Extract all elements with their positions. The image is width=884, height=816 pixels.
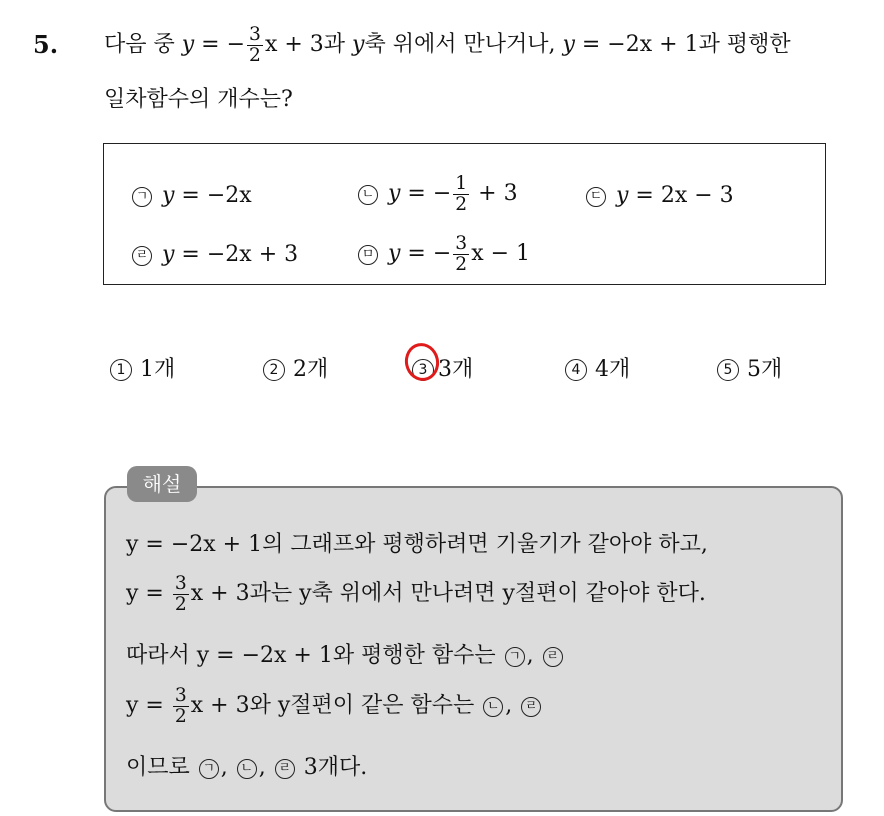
circled-nieun-marker: ㄴ [237, 759, 257, 779]
question-mid-text: 축 위에서 만나거나, [364, 32, 563, 57]
fraction-numerator: 1 [455, 172, 468, 194]
answer-label-1: 1개 [140, 357, 176, 382]
circled-giyeok-marker: ㄱ [132, 187, 152, 207]
question-axis-var: y [352, 32, 365, 57]
fraction-numerator: 3 [174, 572, 187, 594]
choice-a-lhs: y [162, 183, 175, 208]
explanation-line-3 [126, 638, 565, 669]
circled-mieum-marker: ㅁ [358, 245, 378, 265]
choice-a [132, 183, 252, 208]
choice-c-rhs: = 2x − 3 [628, 183, 734, 208]
choice-b-mid: = − [400, 181, 452, 206]
question-eq2-rest: = −2x + 1과 평행한 [574, 32, 791, 57]
circled-number-4: 4 [565, 359, 587, 381]
explanation-line-4-lhs: y = [126, 693, 171, 718]
choice-b [358, 166, 518, 222]
explanation-line-5 [126, 750, 367, 781]
explanation-tab: 해설 [127, 466, 197, 502]
circled-number-2: 2 [263, 359, 285, 381]
circled-number-1: 1 [110, 359, 132, 381]
explanation-line-5-post: 3개다. [296, 755, 368, 780]
explanation-line-2-fraction [173, 574, 189, 614]
answer-option-1[interactable] [110, 352, 175, 383]
explanation-line-2-tail: x + 3과는 y축 위에서 만나려면 y절편이 같아야 한다. [190, 581, 706, 606]
circled-number-5: 5 [717, 359, 739, 381]
circled-nieun-marker: ㄴ [483, 697, 503, 717]
circled-rieul-marker: ㄹ [543, 647, 563, 667]
choice-e-tail: x − 1 [471, 241, 531, 266]
separator: , [220, 755, 235, 780]
explanation-line-1: y = −2x + 1의 그래프와 평행하려면 기울기가 같아야 하고, [126, 532, 708, 557]
question-line-1 [104, 20, 791, 70]
answer-label-2: 2개 [293, 357, 329, 382]
separator: , [505, 693, 520, 718]
choice-b-tail: + 3 [471, 181, 518, 206]
separator: , [258, 755, 273, 780]
fraction-numerator: 3 [455, 232, 468, 254]
explanation-line-2-lhs: y = [126, 581, 171, 606]
separator: , [526, 643, 541, 668]
circled-rieul-marker: ㄹ [132, 246, 152, 266]
fraction-denominator: 2 [455, 193, 468, 215]
explanation-line-4-tail: x + 3와 y절편이 같은 함수는 [190, 693, 482, 718]
answer-option-4[interactable] [565, 352, 630, 383]
explanation-line-4 [126, 678, 543, 734]
choice-b-lhs: y [388, 181, 401, 206]
choice-b-fraction [453, 174, 469, 214]
choice-c [586, 183, 734, 208]
answer-option-2[interactable] [263, 352, 328, 383]
fraction-denominator: 2 [455, 253, 468, 275]
answer-label-5: 5개 [747, 357, 783, 382]
choice-e [358, 226, 530, 282]
circled-number-3: 3 [412, 359, 434, 381]
fraction-numerator: 3 [174, 684, 187, 706]
choice-c-lhs: y [616, 183, 629, 208]
question-line-2: 일차함수의 개수는? [104, 87, 293, 112]
choice-d [132, 242, 298, 267]
question-eq2-lhs: y [562, 32, 575, 57]
circled-digeut-marker: ㄷ [586, 187, 606, 207]
explanation-line-2 [126, 566, 706, 622]
circled-rieul-marker: ㄹ [275, 759, 295, 779]
circled-giyeok-marker: ㄱ [505, 647, 525, 667]
question-eq1-tail: x + 3과 [264, 32, 353, 57]
question-eq1-lhs: y [181, 32, 195, 57]
circled-nieun-marker: ㄴ [358, 185, 378, 205]
circled-rieul-marker: ㄹ [521, 697, 541, 717]
choice-e-mid: = − [400, 241, 452, 266]
choice-d-lhs: y [162, 242, 175, 267]
explanation-line-4-fraction [173, 686, 189, 726]
fraction-numerator: 3 [249, 23, 261, 45]
choice-d-rhs: = −2x + 3 [174, 242, 299, 267]
answer-option-5[interactable] [717, 352, 782, 383]
answer-label-4: 4개 [595, 357, 631, 382]
fraction-denominator: 2 [174, 593, 187, 615]
choice-e-fraction [453, 234, 469, 274]
answer-label-3: 3개 [438, 357, 474, 382]
fraction-denominator: 2 [174, 705, 187, 727]
choice-a-rhs: = −2x [174, 183, 252, 208]
problem-number: 5. [33, 30, 59, 59]
question-fraction [247, 25, 263, 65]
circled-giyeok-marker: ㄱ [199, 759, 219, 779]
explanation-line-3-text: 따라서 y = −2x + 1와 평행한 함수는 [126, 643, 503, 668]
choice-e-lhs: y [388, 241, 401, 266]
question-eq1-mid: = − [194, 32, 246, 57]
explanation-line-5-pre: 이므로 [126, 755, 197, 780]
question-intro: 다음 중 [104, 32, 182, 57]
fraction-denominator: 2 [249, 44, 261, 66]
